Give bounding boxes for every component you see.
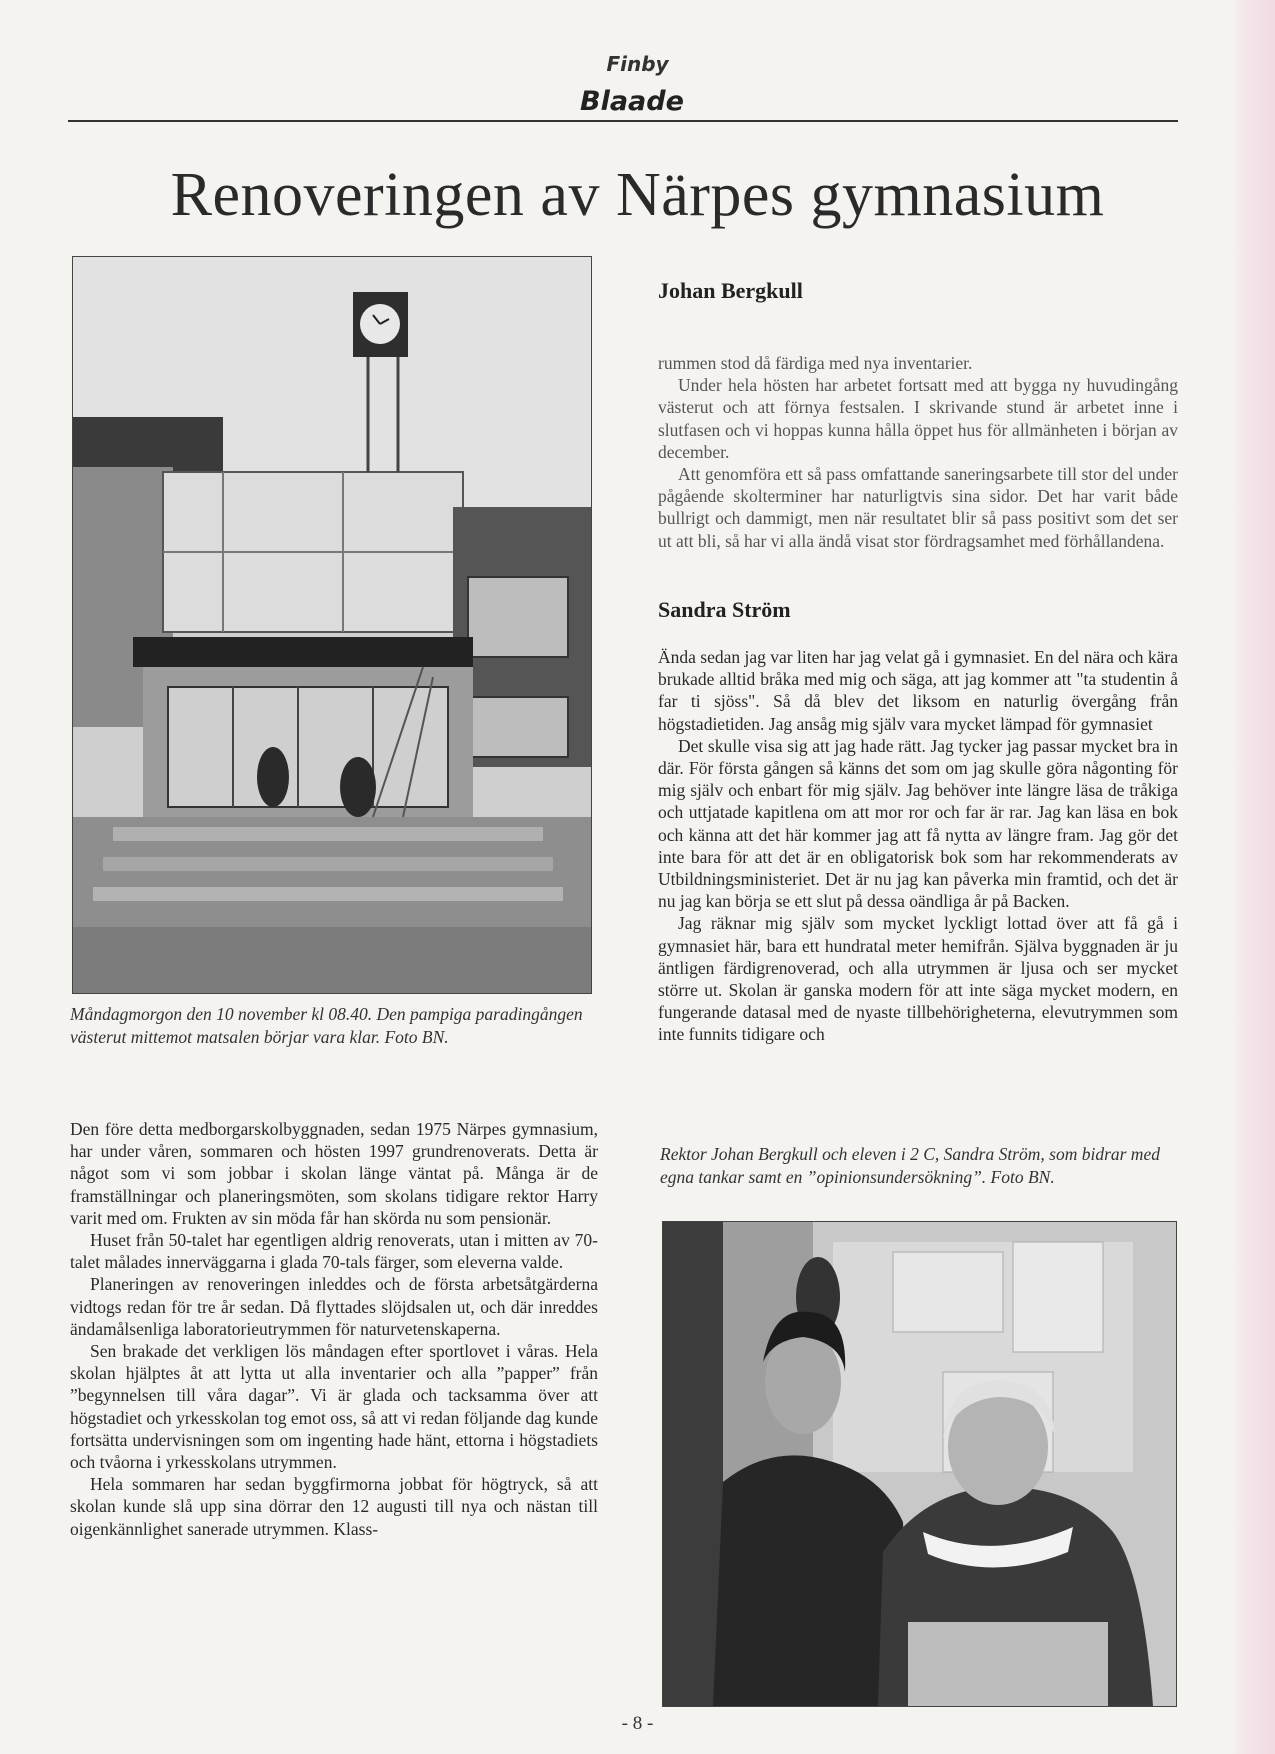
johan-paragraph: rummen stod då färdiga med nya inventarier. (658, 353, 973, 373)
article-paragraph: Huset från 50-talet har egentligen aldrig renoverats, utan i mitten av 70-talet målades innerväggarna i glada 70-tals färger, som eleverna valde. (70, 1230, 598, 1273)
building-photo (72, 256, 592, 994)
sandra-paragraph: Ända sedan jag var liten har jag velat gå i gymnasiet. En del nära och kära brukade alltid bråka med mig och säga, att jag kommer att "ta studentin å far ti sjöss". Så då blev det liksom en naturlig övergång från högstadietiden. Jag ansåg mig själv vara mycket lämpad för gymnasiet (658, 647, 1178, 734)
sandra-text (658, 646, 1178, 1046)
byline-sandra: Sandra Ström (658, 597, 791, 622)
article-paragraph: Den före detta medborgarskolbyggnaden, sedan 1975 Närpes gymnasium, har under våren, sommaren och hösten 1997 grundrenoverats. Detta är något som vi som jobbar i skolan länge väntat på. Många är de framställningar och planeringsmöten, som skolans tidigare rektor Harry varit med om. Frukten av sin möda får han skörda nu som pensionär. (70, 1119, 598, 1228)
page-number: - 8 - (621, 1713, 654, 1734)
people-photo-caption: Rektor Johan Bergkull och eleven i 2 C, Sandra Ström, som bidrar med egna tankar samt en ”opinionsundersökning”. Foto BN. (660, 1144, 1160, 1187)
byline-johan: Johan Bergkull (658, 278, 803, 303)
article-headline: Renoveringen av Närpes gymnasium (170, 161, 1105, 229)
article-paragraph: Sen brakade det verkligen lös måndagen efter sportlovet i våras. Hela skolan hjälptes åt att lytta ut alla inventarier och alla ”papper” från ”begynnelsen till våra dagar”. Vi är glada och tacksamma över att högstadiet och yrkesskolan tog emot oss, så att vi redan följande dag kunde fortsätta undervisningen som om ingenting hade hänt, ettorna i högstadiets och tvåorna i yrkesskolans utrymmen. (70, 1341, 598, 1473)
johan-text (658, 352, 1178, 552)
johan-paragraph: Att genomföra ett så pass omfattande saneringsarbete till stor del under pågående skolterminer har naturligtvis sina sidor. Det har varit både bullrigt och dammigt, men när resultatet blir så pass positivt som det ser ut att bli, så har vi alla ändå visat stor fördragsamhet med förhållandena. (658, 464, 1178, 551)
page-edge-tint (1230, 0, 1275, 1754)
masthead-title-line1: Finby (606, 52, 669, 76)
article-paragraph: Planeringen av renoveringen inleddes och de första arbetsåtgärderna vidtogs redan för tre år sedan. Då flyttades slöjdsalen ut, och där inreddes ändamålsenliga laboratorieutrymmen för naturvetenskaperna. (70, 1274, 598, 1339)
main-article-text (70, 1118, 598, 1540)
article-paragraph: Hela sommaren har sedan byggfirmorna jobbat för högtryck, så att skolan kunde slå upp sina dörrar den 12 augusti till nya och nästan till oigenkännlighet sanerade utrymmen. Klass- (70, 1474, 598, 1539)
people-photo (662, 1221, 1177, 1707)
masthead-title-line2: Blaade (580, 86, 684, 117)
sandra-paragraph: Jag räknar mig själv som mycket lyckligt lottad över att få gå i gymnasiet här, bara ett hundratal meter hemifrån. Själva byggnaden är ju äntligen färdigrenoverad, och alla utrymmen är ljusa och ser mycket större ut. Skolan är ganska modern för att inte säga mycket modern, en fungerande datasal med de nyaste tillbehörigheterna, elevutrymmen som inte funnits tidigare och (658, 913, 1178, 1045)
sandra-paragraph: Det skulle visa sig att jag hade rätt. Jag tycker jag passar mycket bra in där. För första gången så känns det som om jag skulle göra någonting för mig själv och enbart för mig själv. Jag behöver inte längre läsa de tråkiga och uttjatade kapitlena om att mor ror och far är rar. Jag kan läsa en bok och känna att det här kommer jag att få nytta av längre fram. Jag gör det inte bara för att det är en obligatorisk bok som har rekommenderats av Utbildningsministeriet. Det är nu jag kan påverka min framtid, och det är nu jag kan börja se ett slut på dessa oändliga år på Backen. (658, 735, 1178, 912)
masthead-rule (68, 120, 1178, 122)
johan-paragraph: Under hela hösten har arbetet fortsatt med att bygga ny huvudingång västerut och att förnya festsalen. I skrivande stund är arbetet inne i slutfasen och vi hoppas kunna hålla öppet hus för allmänheten i början av december. (658, 375, 1178, 462)
building-photo-caption: Måndagmorgon den 10 november kl 08.40. Den pampiga paradingången västerut mittemot matsalen börjar vara klar. Foto BN. (70, 1004, 583, 1047)
